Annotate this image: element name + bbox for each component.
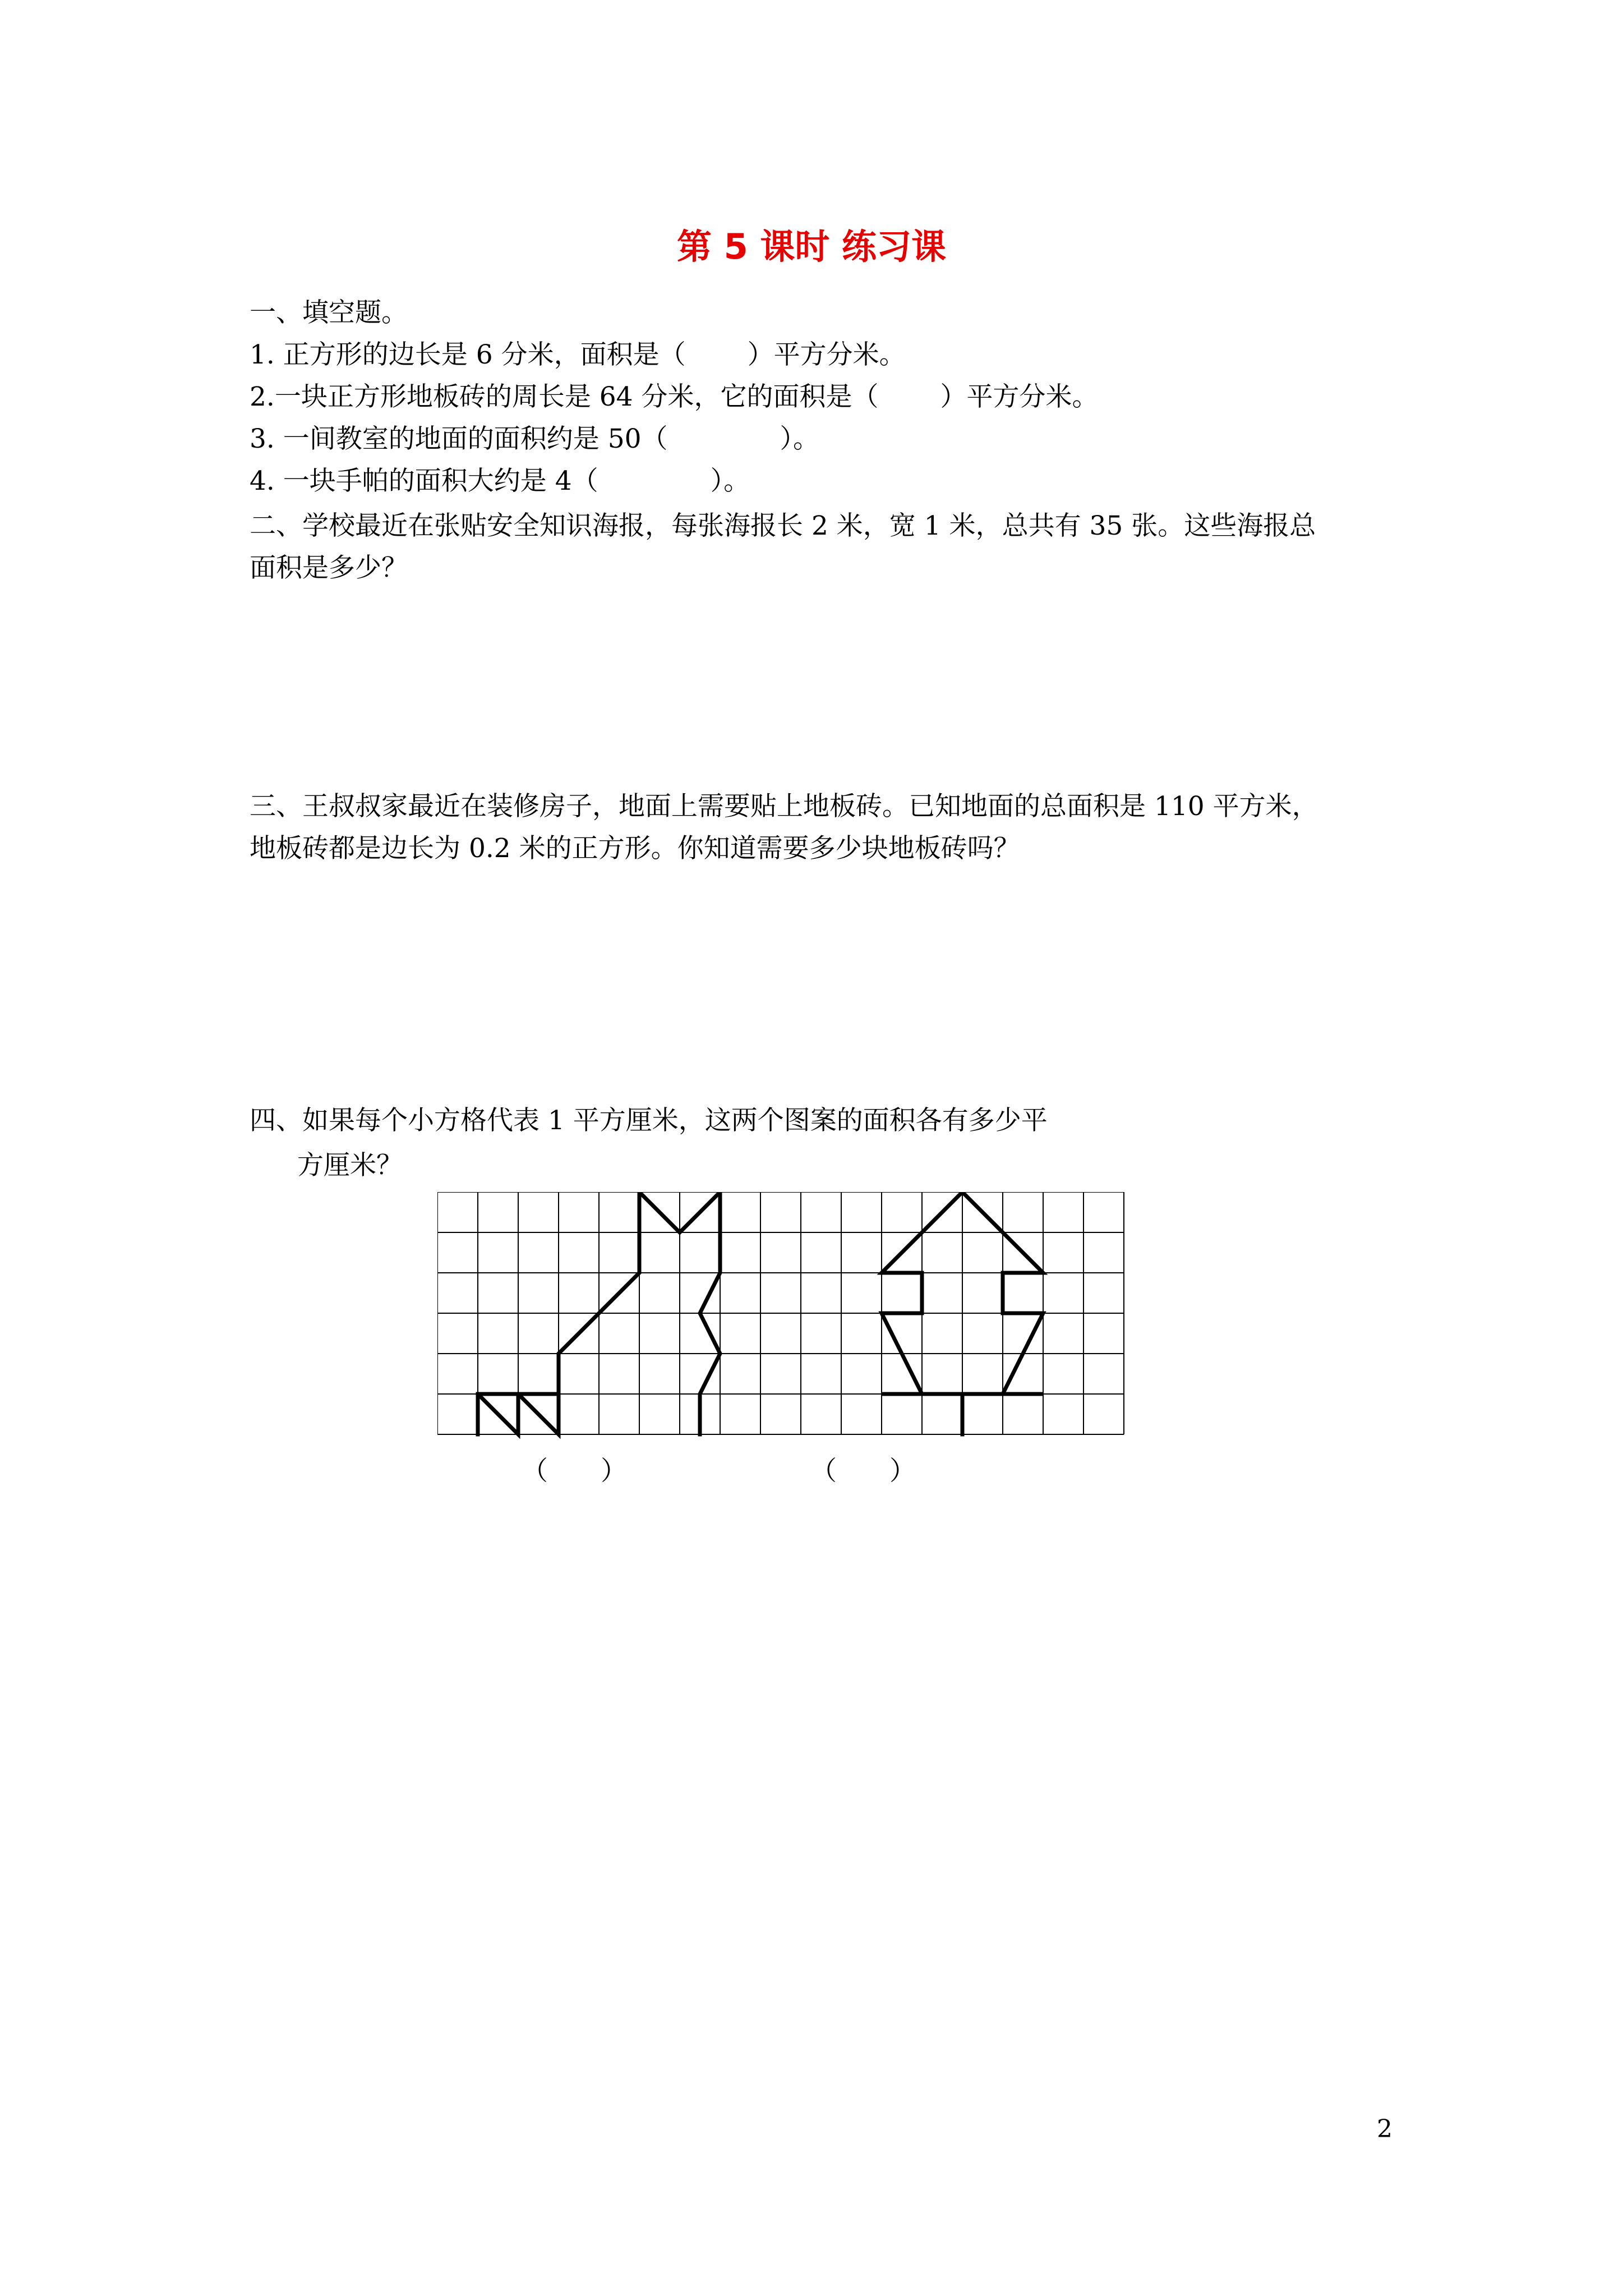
fill-item-4	[250, 460, 750, 498]
answer-right-figure[interactable]: （ ）	[810, 1456, 916, 1487]
section1-heading: 一、填空题。	[250, 297, 408, 328]
left-figure-inner-stroke	[478, 1394, 518, 1434]
section3-line2: 地板砖都是边长为 0.2 米的正方形。你知道需要多少块地板砖吗？	[250, 833, 1020, 864]
fill-item-3-after: ）。	[780, 424, 820, 454]
fill-item-2-after: ）平方分米。	[940, 381, 1099, 412]
answer-left-figure[interactable]: （ ）	[522, 1456, 627, 1487]
fill-item-4-after: ）。	[710, 466, 750, 496]
fill-item-1	[250, 334, 906, 371]
area-grid-figure	[437, 1192, 1133, 1441]
grid-svg	[437, 1192, 1133, 1439]
left-figure-inner-stroke-2	[518, 1394, 559, 1434]
section2-line2: 面积是多少？	[250, 553, 408, 583]
section3-line1: 三、王叔叔家最近在装修房子，地面上需要贴上地板砖。已知地面的总面积是 110 平方米，	[250, 791, 1318, 822]
page-number: 2	[1377, 2115, 1393, 2143]
fill-item-3	[250, 418, 819, 455]
section4-line1: 四、如果每个小方格代表 1 平方厘米，这两个图案的面积各有多少平	[250, 1105, 1048, 1136]
fill-item-3-before: 3. 一间教室的地面的面积约是 50（	[250, 424, 668, 454]
fill-item-4-before: 4. 一块手帕的面积大约是 4（	[250, 466, 598, 496]
page-title: 第 5 课时 练习课	[677, 226, 946, 267]
fill-item-2	[250, 376, 1099, 413]
fill-item-1-after: ）平方分米。	[747, 339, 906, 370]
section2-line1: 二、学校最近在张贴安全知识海报，每张海报长 2 米，宽 1 米，总共有 35 张。这些海报总	[250, 510, 1316, 541]
fill-item-1-before: 1. 正方形的边长是 6 分米，面积是（	[250, 339, 686, 370]
fill-item-2-before: 2.一块正方形地板砖的周长是 64 分米，它的面积是（	[250, 381, 879, 412]
section4-line2: 方厘米？	[297, 1150, 403, 1181]
